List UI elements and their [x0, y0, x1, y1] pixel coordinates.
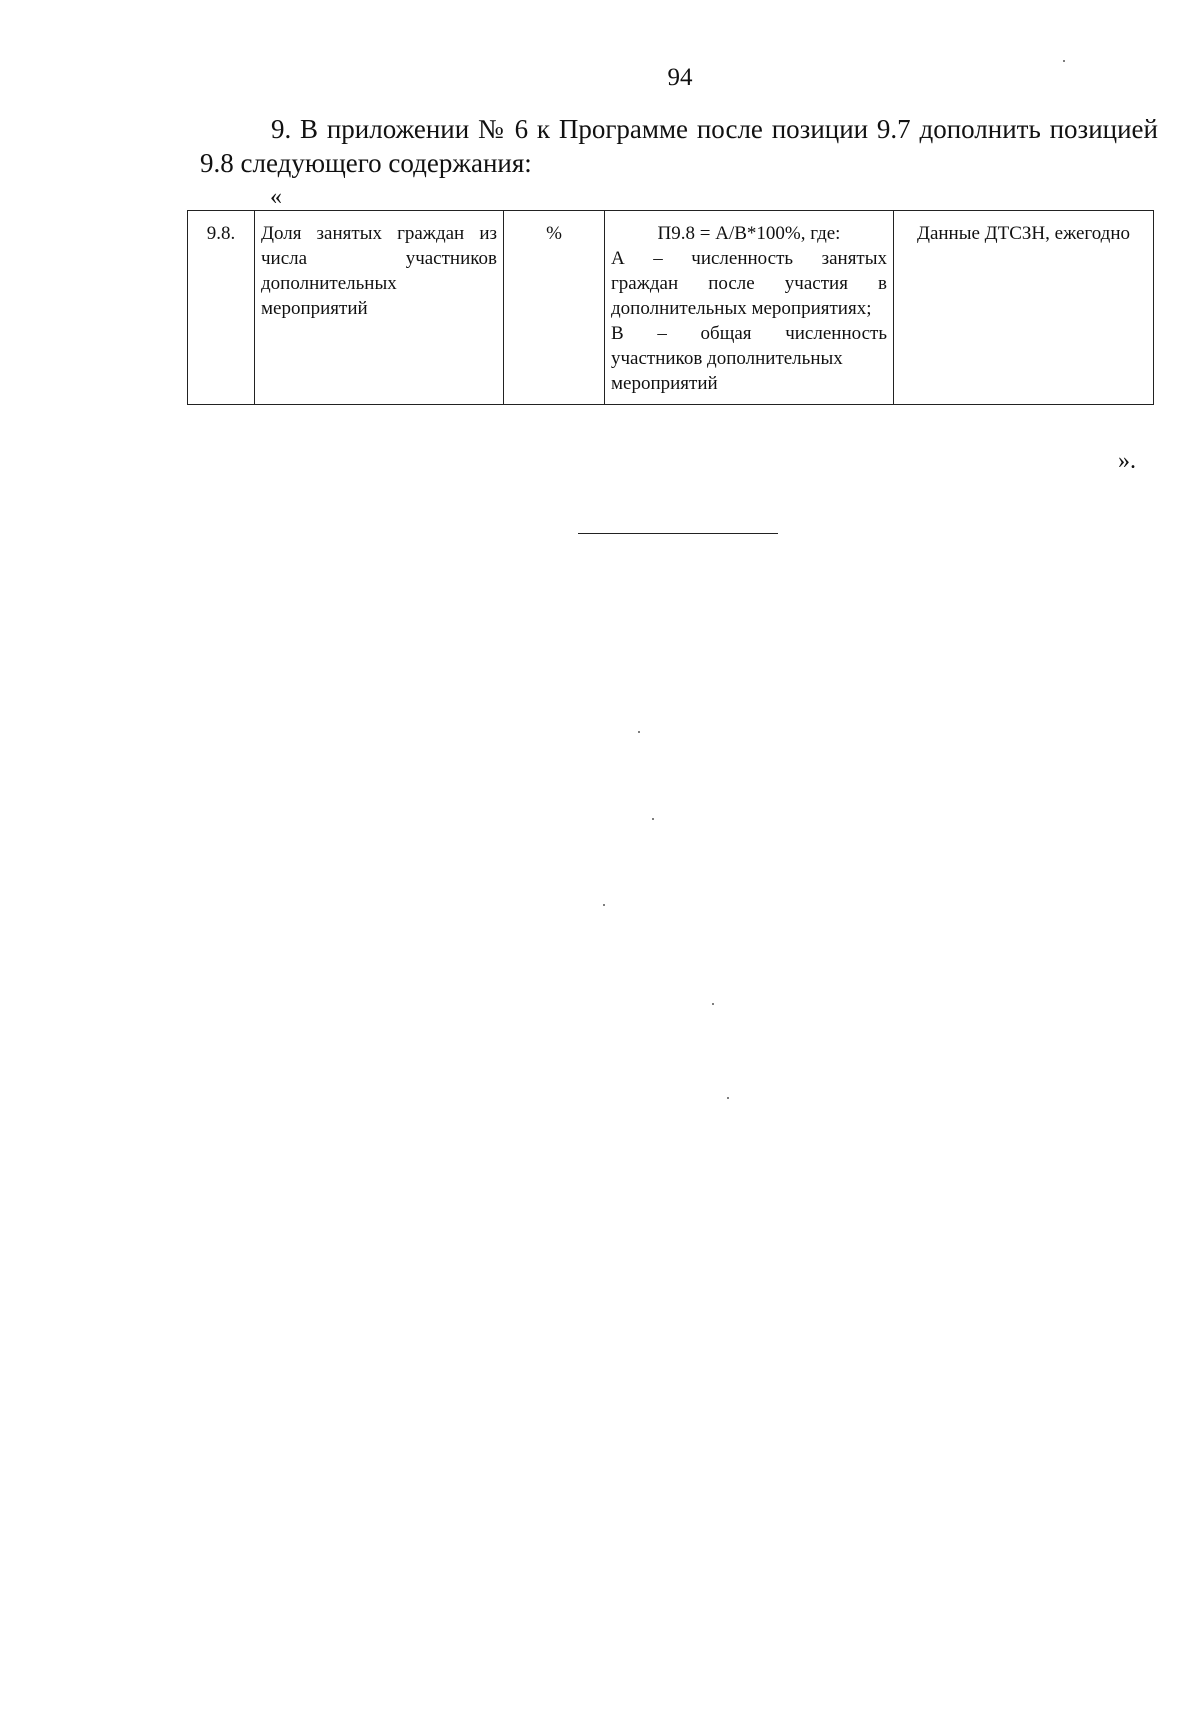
indicator-name-cell: Доля занятых граждан из числа участников дополнительных мероприятий — [255, 211, 504, 405]
scan-speck — [638, 731, 640, 733]
formula-a-rest: дополнительных мероприятиях; — [611, 298, 872, 319]
formula-a-line-1: А – численность занятых — [611, 248, 887, 269]
position-number-cell: 9.8. — [188, 211, 255, 405]
formula-head: П9.8 = А/В*100%, где: — [657, 223, 841, 244]
amendment-paragraph: 9. В приложении № 6 к Программе после позиции 9.7 дополнить позицией 9.8 следующего содержания: — [200, 114, 1158, 178]
data-source-cell: Данные ДТСЗН, ежегодно — [894, 211, 1154, 405]
formula-b-line-1: В – общая численность — [611, 323, 887, 344]
formula-a-line-2: граждан после участия в — [611, 273, 887, 294]
scan-speck — [603, 904, 605, 906]
indicator-table — [187, 210, 1154, 405]
table-row — [188, 211, 1154, 405]
scan-speck — [712, 1003, 714, 1005]
page-number: 94 — [667, 64, 693, 91]
unit-cell: % — [504, 211, 605, 405]
formula-b-rest: участников дополнительных мероприятий — [611, 348, 843, 394]
formula-cell — [605, 211, 894, 405]
end-divider-line — [578, 533, 778, 534]
scan-speck — [727, 1097, 729, 1099]
closing-quote-mark: ». — [1118, 448, 1136, 474]
opening-quote-mark: « — [270, 184, 282, 210]
scan-speck — [1063, 60, 1065, 62]
scan-speck — [652, 818, 654, 820]
